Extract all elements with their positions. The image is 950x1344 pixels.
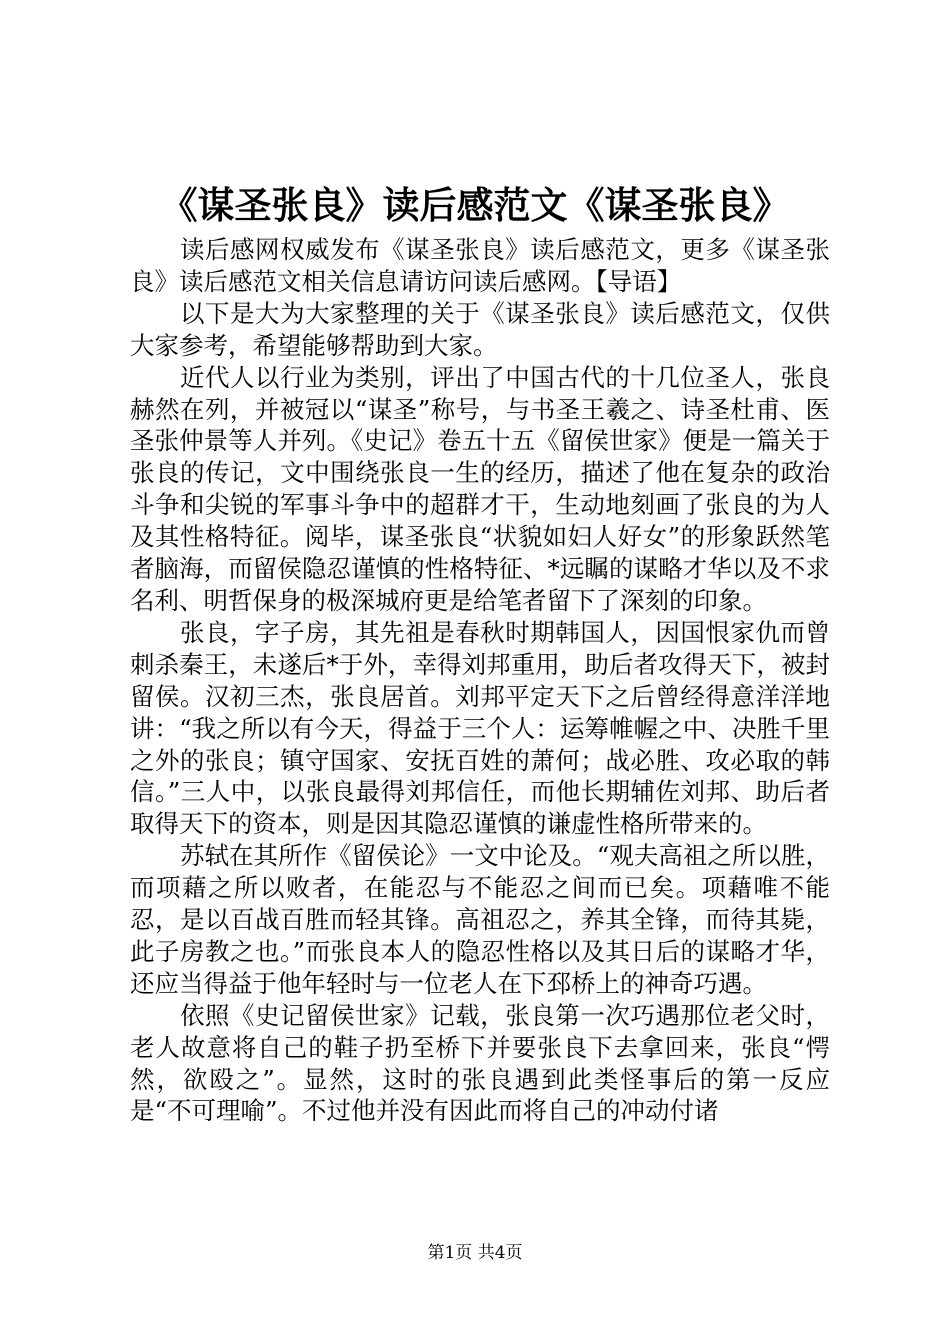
paragraph: 读后感网权威发布《谋圣张良》读后感范文，更多《谋圣张良》读后感范文相关信息请访问读后感网。【导语】	[130, 235, 830, 296]
document-title: 《谋圣张良》读后感范文《谋圣张良》	[160, 183, 790, 227]
paragraph: 依照《史记留侯世家》记载，张良第一次巧遇那位老父时，老人故意将自己的鞋子扔至桥下并要张良下去拿回来，张良“愕然，欲殴之”。显然，这时的张良遇到此类怪事后的第一反应是“不可理喻”。不过他并没有因此而将自己的冲动付诸	[130, 1000, 830, 1126]
document-body	[130, 234, 830, 1127]
paragraph: 近代人以行业为类别，评出了中国古代的十几位圣人，张良赫然在列，并被冠以“谋圣”称号，与书圣王羲之、诗圣杜甫、医圣张仲景等人并列。《史记》卷五十五《留侯世家》便是一篇关于张良的传记，文中围绕张良一生的经历，描述了他在复杂的政治斗争和尖锐的军事斗争中的超群才干，生动地刻画了张良的为人及其性格特征。阅毕，谋圣张良“状貌如妇人好女”的形象跃然笔者脑海，而留侯隐忍谨慎的性格特征、*远瞩的谋略才华以及不求名利、明哲保身的极深城府更是给笔者留下了深刻的印象。	[130, 362, 830, 615]
paragraph: 张良，字子房，其先祖是春秋时期韩国人，因国恨家仇而曾刺杀秦王，未遂后*于外，幸得刘邦重用，助后者攻得天下，被封留侯。汉初三杰，张良居首。刘邦平定天下之后曾经得意洋洋地讲：“我之所以有今天，得益于三个人：运筹帷幄之中、决胜千里之外的张良；镇守国家、安抚百姓的萧何；战必胜、攻必取的韩信。”三人中，以张良最得刘邦信任，而他长期辅佐刘邦、助后者取得天下的资本，则是因其隐忍谨慎的谦虚性格所带来的。	[130, 617, 830, 839]
page-footer: 第1页 共4页	[427, 1243, 523, 1263]
paragraph: 苏轼在其所作《留侯论》一文中论及。“观夫高祖之所以胜，而项藉之所以败者，在能忍与不能忍之间而已矣。项藉唯不能忍，是以百战百胜而轻其锋。高祖忍之，养其全锋，而待其毙，此子房教之也。”而张良本人的隐忍性格以及其日后的谋略才华，还应当得益于他年轻时与一位老人在下邳桥上的神奇巧遇。	[130, 841, 830, 998]
paragraph: 以下是大为大家整理的关于《谋圣张良》读后感范文，仅供大家参考，希望能够帮助到大家。	[130, 298, 830, 360]
